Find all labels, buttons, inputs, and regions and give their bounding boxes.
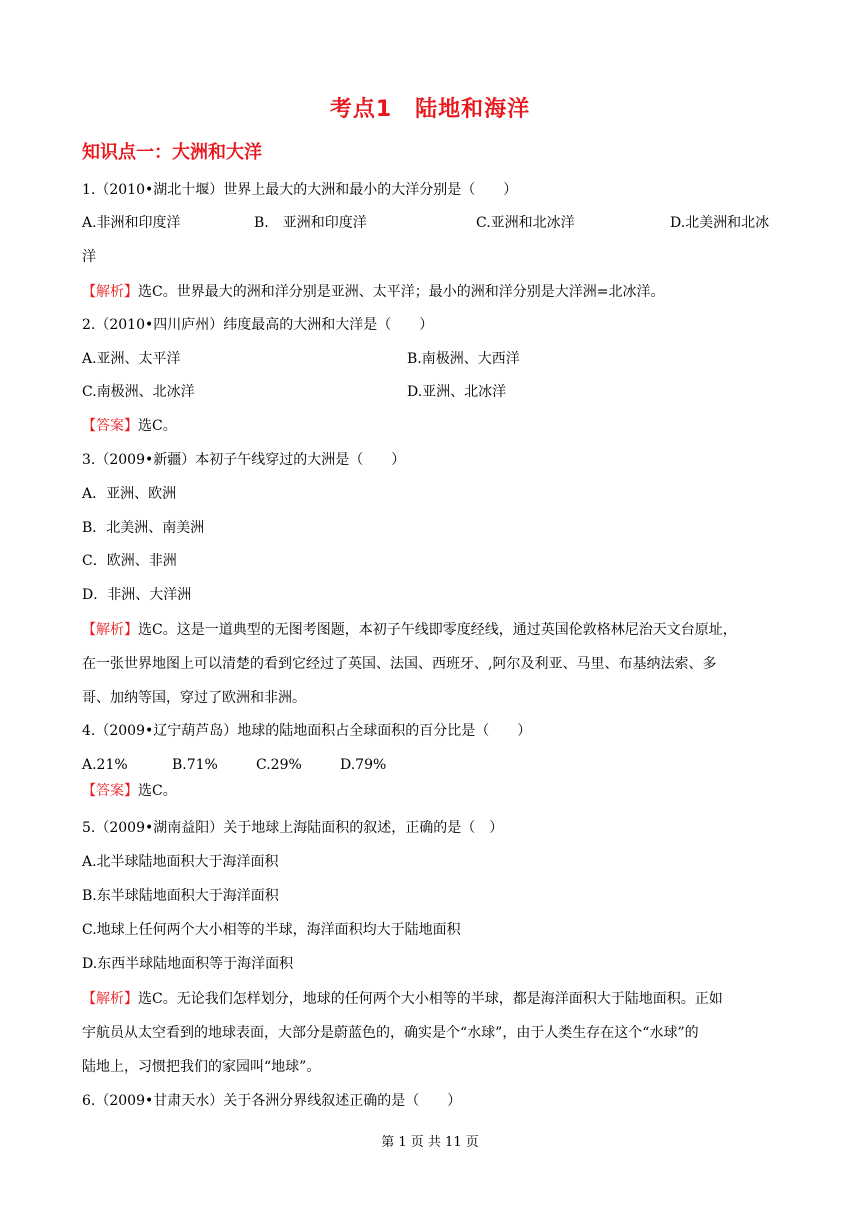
analysis-text: 选C。这是一道典型的无图考图题，本初子午线即零度经线，通过英国伦敦格林尼治天文台原址， <box>138 622 737 638</box>
question-2-option-b: B.南极洲、大西洋 <box>407 351 520 367</box>
question-4-stem: 4.（2009•辽宁葫芦岛）地球的陆地面积占全球面积的百分比是（ ） <box>82 723 532 739</box>
question-3-option-c: C．欧洲、非洲 <box>82 553 177 569</box>
question-3-analysis-line-2: 在一张世界地图上可以清楚的看到它经过了英国、法国、西班牙、,阿尔及利亚、马里、布基纳法索、多 <box>82 656 717 672</box>
page-title: 考点1 陆地和海洋 <box>329 97 531 122</box>
question-3-analysis-line-3: 哥、加纳等国，穿过了欧洲和非洲。 <box>82 690 306 706</box>
analysis-tag: 【解析】 <box>82 284 138 300</box>
question-5-option-a: A.北半球陆地面积大于海洋面积 <box>82 854 279 870</box>
question-1-option-d: D.北美洲和北冰 <box>670 215 770 231</box>
analysis-text: 选C。世界最大的洲和洋分别是亚洲、太平洋；最小的洲和洋分别是大洋洲=北冰洋。 <box>138 284 665 300</box>
question-3-stem: 3.（2009•新疆）本初子午线穿过的大洲是（ ） <box>82 452 406 468</box>
question-2-option-a: A.亚洲、太平洋 <box>82 351 181 367</box>
answer-tag: 【答案】 <box>82 418 138 434</box>
question-3-option-a: A．亚洲、欧洲 <box>82 486 177 502</box>
question-1-analysis <box>82 282 664 302</box>
analysis-tag: 【解析】 <box>82 622 138 638</box>
question-3-option-d: D．非洲、大洋洲 <box>82 587 192 603</box>
question-4-answer <box>82 781 177 801</box>
question-4-option-d: D.79% <box>340 757 387 773</box>
question-1-option-c: C.亚洲和北冰洋 <box>476 215 575 231</box>
question-5-stem: 5.（2009•湖南益阳）关于地球上海陆面积的叙述，正确的是（ ） <box>82 820 504 836</box>
question-4-option-a: A.21% <box>82 757 128 773</box>
question-1-option-d-continued: 洋 <box>82 249 96 265</box>
question-4-option-c: C.29% <box>256 757 302 773</box>
question-5-analysis-line-3: 陆地上，习惯把我们的家园叫“地球”。 <box>82 1059 321 1075</box>
question-5-option-d: D.东西半球陆地面积等于海洋面积 <box>82 956 294 972</box>
question-3-analysis-line-1 <box>82 620 737 640</box>
answer-tag: 【答案】 <box>82 783 138 799</box>
question-2-stem: 2.（2010•四川庐州）纬度最高的大洲和大洋是（ ） <box>82 317 434 333</box>
question-2-answer <box>82 416 177 436</box>
question-6-stem: 6.（2009•甘肃天水）关于各洲分界线叙述正确的是（ ） <box>82 1093 462 1109</box>
answer-text: 选C。 <box>138 418 177 434</box>
question-5-option-c: C.地球上任何两个大小相等的半球，海洋面积均大于陆地面积 <box>82 922 461 938</box>
analysis-tag: 【解析】 <box>82 991 138 1007</box>
question-1-stem: 1.（2010•湖北十堰）世界上最大的大洲和最小的大洋分别是（ ） <box>82 182 518 198</box>
question-2-option-d: D.亚洲、北冰洋 <box>407 384 507 400</box>
analysis-text: 选C。无论我们怎样划分，地球的任何两个大小相等的半球，都是海洋面积大于陆地面积。正如 <box>138 991 723 1007</box>
question-2-option-c: C.南极洲、北冰洋 <box>82 384 195 400</box>
question-4-option-b: B.71% <box>172 757 218 773</box>
question-5-analysis-line-1 <box>82 989 723 1009</box>
question-1-option-a: A.非洲和印度洋 <box>82 215 181 231</box>
answer-text: 选C。 <box>138 783 177 799</box>
section-heading: 知识点一：大洲和大洋 <box>82 142 262 163</box>
question-5-option-b: B.东半球陆地面积大于海洋面积 <box>82 888 279 904</box>
question-5-analysis-line-2: 宇航员从太空看到的地球表面，大部分是蔚蓝色的，确实是个“水球”，由于人类生存在这个“水球”的 <box>82 1025 699 1041</box>
page-footer: 第 1 页 共 11 页 <box>381 1135 479 1150</box>
question-1-option-b: B. 亚洲和印度洋 <box>254 215 367 231</box>
question-3-option-b: B．北美洲、南美洲 <box>82 520 205 536</box>
